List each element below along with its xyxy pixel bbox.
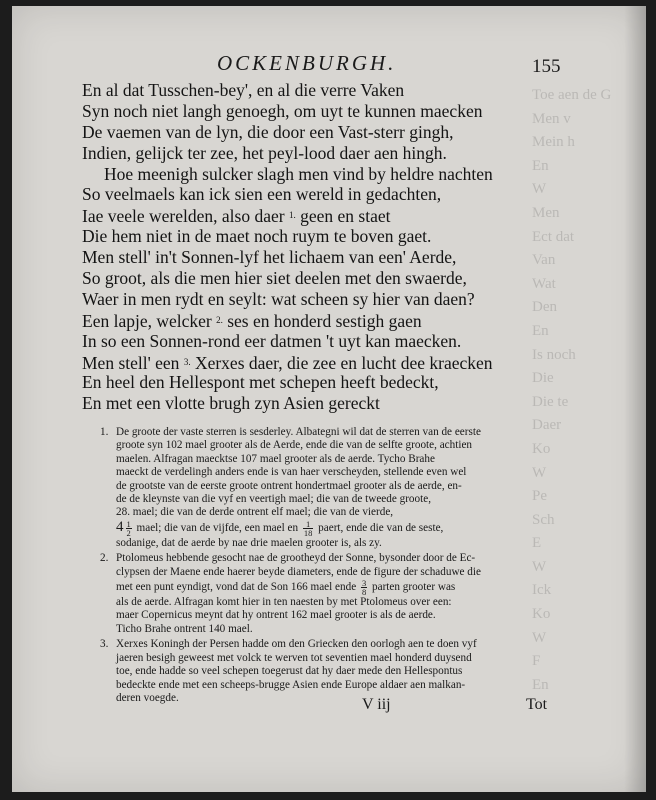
book-page <box>12 6 646 792</box>
show-through-line: Men <box>532 204 560 221</box>
footnote-1: 1. De groote der vaste sterren is sesderley. Albategni wil dat de sterren van de eerste groote syn 102 mael grooter als de Aerde, ende die van de selfte groote, achtien maelen. Alfragan maecktse 107 mael grooter als de aerde. Tycho Brahe maeckt de verdelingh anders ende is van haer verscheyden, stellende even wel de grootste van de eerste groote ontrent hondertmael grooter als de aerde, en- de de kleynste van die vyf en veertigh mael; die van de tweede groote, 28. mael; die van de derde ontrent elf mael; die van de vierde, 4 $\frac{1}{2}$ mael; die van de vijfde, een mael en $\frac{1}{18}$ paert, ende die van de seste, sodanige, dat de aerde by nae drie maelen grooter is, als zy. <box>116 426 546 550</box>
show-through-line: Men v <box>532 110 571 127</box>
show-through-line: Toe aen de G <box>532 87 612 103</box>
verse-line: So groot, als die men hier siet deelen met den swaerde, <box>82 268 467 289</box>
poem-verse <box>82 80 552 414</box>
verse-line: Syn noch niet langh genoegh, om uyt te kunnen maecken <box>82 100 483 121</box>
verse-line: Iae veele werelden, also daer $^{1.}$ geen en staet <box>82 206 391 227</box>
footnote-number: 1. <box>100 426 109 438</box>
show-through-line: W <box>532 629 547 646</box>
verse-line: Een lapje, welcker $^{2.}$ ses en honderd sestigh gaen <box>82 310 422 331</box>
running-header: OCKENBURGH. <box>217 51 397 75</box>
show-through-line: Mein h <box>532 134 575 151</box>
footnote-number: 2. <box>100 552 109 565</box>
verse-line: Men stell' in't Sonnen-lyf het lichaem van een' Aerde, <box>82 247 457 268</box>
fraction-line: met een punt eyndigt, vond dat de Son 166 mael ende $\frac{3}{8}$ parten grooter was <box>116 578 456 598</box>
footnote-2: 2. Ptolomeus hebbende gesocht nae de grootheyd der Sonne, bysonder door de Ec- clypsen der Maene ende haerer beyde diameters, ende de figure der schaduwe die met een punt eyndigt, vond dat de Son 166 mael ende $\frac{3}{8}$ parten grooter was als de aerde. Alfragan komt hier in ten naesten by met Ptolomeus over een: maer Copernicus meynt dat hy ontrent 162 mael grooter is als de aerde. Ticho Brahe ontrent 140 mael. <box>116 552 546 636</box>
verse-line: Waer in men rydt en seylt: wat scheen sy hier van daen? <box>82 288 475 309</box>
show-through-line: Pe <box>532 488 547 505</box>
show-through-line: Ko <box>532 606 551 623</box>
verse-line: Hoe meenigh sulcker slagh men vind by heldre nachten <box>104 163 493 184</box>
show-through-line: Die te <box>532 393 569 410</box>
footnotes <box>100 426 546 707</box>
signature-mark: V iij <box>362 696 391 713</box>
show-through-line: En <box>532 157 549 174</box>
show-through-line: Den <box>532 299 557 316</box>
verse-line: Die hem niet in de maet noch ruym te boven gaet. <box>82 226 432 247</box>
show-through-line: Sch <box>532 511 555 528</box>
show-through-line: W <box>532 181 547 198</box>
page-gutter-shadow <box>624 6 646 792</box>
verse-line: De vaemen van de lyn, die door een Vast-sterr gingh, <box>82 121 454 142</box>
footnote-ref[interactable]: 3. <box>183 356 191 367</box>
fraction-line: 4 $\frac{1}{2}$ mael; die van de vijfde, een mael en $\frac{1}{18}$ paert, ende die van de seste, <box>116 518 444 538</box>
show-through-line: Wat <box>532 275 556 292</box>
fraction: $\frac{3}{8}$ <box>361 578 367 598</box>
show-through-line: F <box>532 653 541 670</box>
show-through-line: En <box>532 322 549 339</box>
verse-line: So veelmaels kan ick sien een wereld in gedachten, <box>82 184 442 205</box>
verse-line: En heel den Hellespont met schepen heeft bedeckt, <box>82 372 439 393</box>
verse-line: In so een Sonnen-rond eer datmen 't uyt kan maecken. <box>82 330 462 351</box>
show-through-line: Die <box>532 370 554 387</box>
verse-line: Indien, gelijck ter zee, het peyl-lood daer aen hingh. <box>82 142 447 163</box>
catchword: Tot <box>526 696 548 713</box>
show-through-line: Daer <box>532 417 562 434</box>
show-through-line: W <box>532 558 547 575</box>
show-through-line: En <box>532 676 549 693</box>
footnote-3: 3. Xerxes Koningh der Persen hadde om den Griecken den oorlogh aen te doen vyf jaeren besigh geweest met volck te werven tot seventien mael honderd duysend toe, ende hadde so veel schepen toegerust dat hy daer mede den Hellespontus bedeckte ende met een scheeps-brugge Asien ende Europe aldaer aen malkan- deren voegde. <box>100 638 477 704</box>
verse-line: En met een vlotte brugh zyn Asien gereckt <box>82 393 380 414</box>
fraction: $\frac{1}{18}$ <box>303 518 313 538</box>
show-through-line: Is noch <box>532 346 576 363</box>
page-number: 155 <box>532 56 561 77</box>
fraction: $\frac{1}{2}$ <box>126 518 131 538</box>
verse-line: En al dat Tusschen-bey', en al die verre Vaken <box>82 80 405 100</box>
verse-line: Men stell' een $^{3.}$ Xerxes daer, die zee en lucht dee kraecken <box>82 352 493 373</box>
footnote-ref[interactable]: 1. <box>288 210 296 221</box>
show-through-line: W <box>532 464 547 481</box>
footnote-number: 3. <box>100 638 109 651</box>
show-through-line: E <box>532 535 542 552</box>
show-through-line: Ick <box>532 582 552 599</box>
footnote-ref[interactable]: 2. <box>216 314 223 325</box>
show-through-line: Van <box>532 252 556 269</box>
show-through-line: Ko <box>532 440 551 457</box>
show-through-line: Ect dat <box>532 228 575 245</box>
